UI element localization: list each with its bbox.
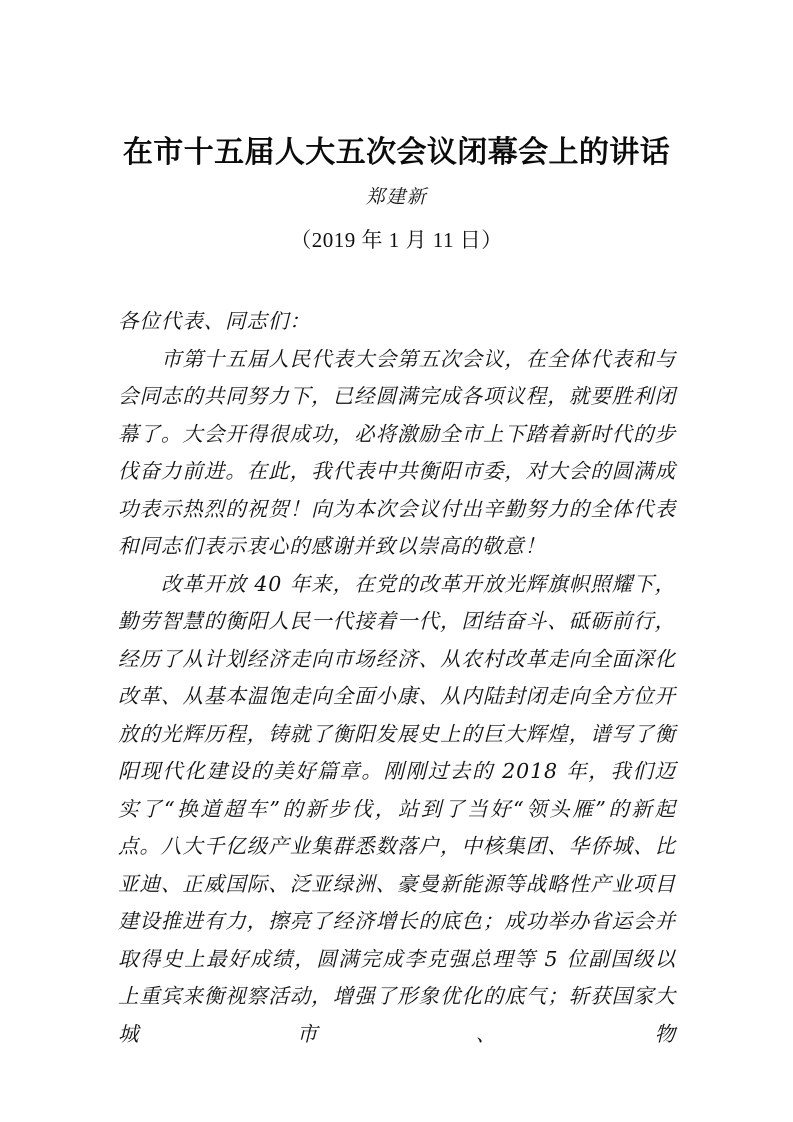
document-body <box>118 303 676 1053</box>
paragraph-1: 市第十五届人民代表大会第五次会议，在全体代表和与会同志的共同努力下，已经圆满完成各项议程，就要胜利闭幕了。大会开得很成功，必将激励全市上下踏着新时代的步伐奋力前进。在此，我代表中共衡阳市委，对大会的圆满成功表示热烈的祝贺！向为本次会议付出辛勤努力的全体代表和同志们表示衷心的感谢并致以崇高的敬意！ <box>118 346 676 558</box>
document-header <box>0 132 793 255</box>
document-date: （2019 年 1 月 11 日） <box>290 228 503 252</box>
paragraph-2: 改革开放 40 年来，在党的改革开放光辉旗帜照耀下，勤劳智慧的衡阳人民一代接着一代，团结奋斗、砥砺前行，经历了从计划经济走向市场经济、从农村改革走向全面深化改革、从基本温饱走向全面小康、从内陆封闭走向全方位开放的光辉历程，铸就了衡阳发展史上的巨大辉煌，谱写了衡阳现代化建设的美好篇章。刚刚过去的 2018 年，我们迈实了“换道超车”的新步伐，站到了当好“领头雁”的新起点。八大千亿级产业集群悉数落户，中核集团、华侨城、比亚迪、正威国际、泛亚绿洲、豪曼新能源等战略性产业项目建设推进有力，擦亮了经济增长的底色；成功举办省运会并取得史上最好成绩，圆满完成李克强总理等 5 位副国级以上重宾来衡视察活动，增强了形象优化的底气；斩获国家大城市、物 <box>118 571 676 1046</box>
document-author: 郑建新 <box>365 186 428 208</box>
document-title: 在市十五届人大五次会议闭幕会上的讲话 <box>122 136 671 169</box>
paragraph-salutation: 各位代表、同志们： <box>118 309 311 333</box>
